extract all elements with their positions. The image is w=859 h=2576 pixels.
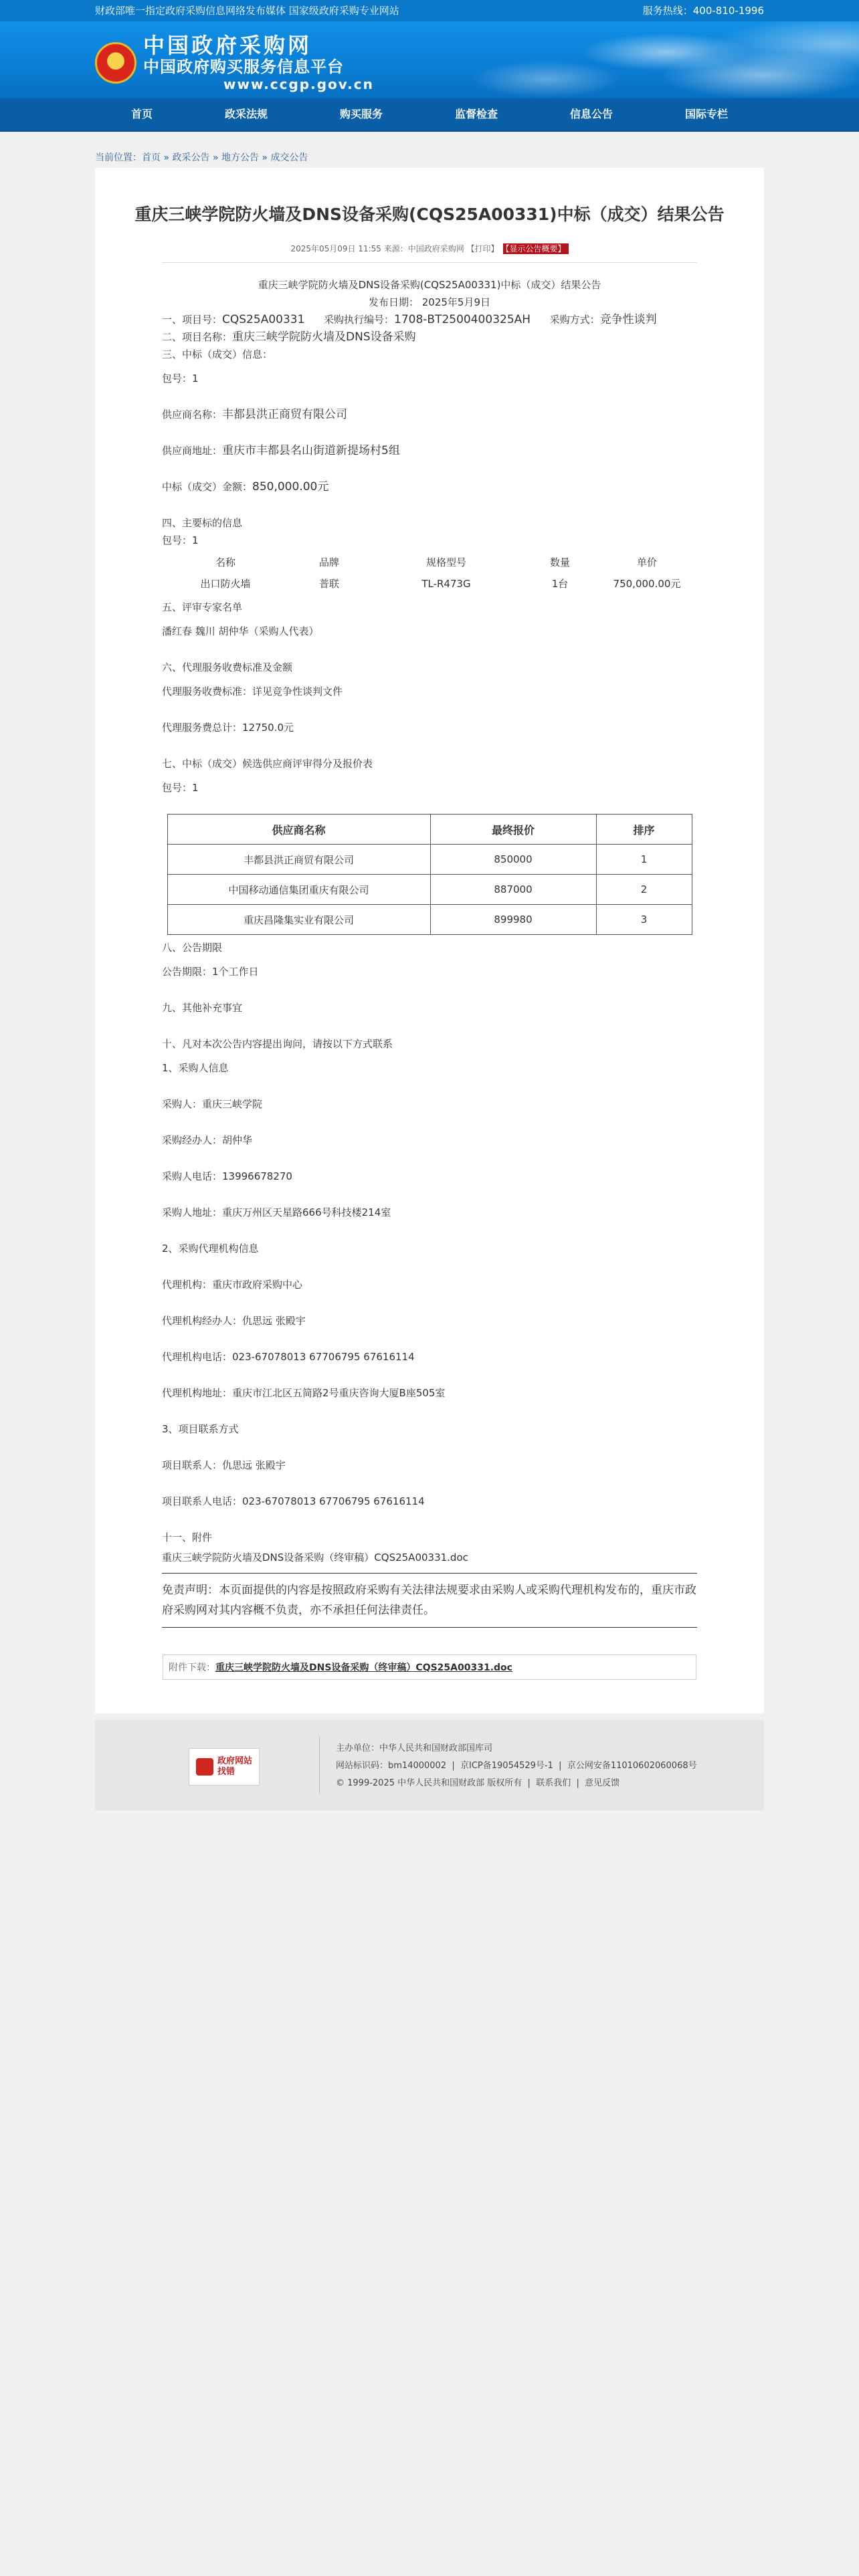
- attachment-download-label: 附件下载：: [169, 1662, 215, 1673]
- exec-no-label: 采购执行编号：: [324, 314, 395, 326]
- contact-purchaser-heading: 1、采购人信息: [162, 1062, 229, 1074]
- purchaser: 采购人：重庆三峡学院: [162, 1098, 263, 1110]
- package-no: 包号：1: [162, 782, 199, 794]
- nav-international[interactable]: 国际专栏: [684, 108, 728, 120]
- nav-supervision[interactable]: 监督检查: [454, 108, 498, 120]
- contact-us-link[interactable]: 联系我们: [536, 1778, 571, 1788]
- breadcrumb-separator: »: [163, 152, 170, 163]
- supplier-address: 重庆市丰都县名山街道新提场村5组: [222, 444, 400, 457]
- site-logo[interactable]: [95, 33, 374, 92]
- attachment-download: [163, 1654, 696, 1680]
- publish-date: 发布日期： 2025年5月9日: [368, 296, 491, 308]
- gov-seal-icon: [196, 1758, 213, 1776]
- bid-col-unit-price: 单价: [636, 556, 657, 568]
- publish-meta: 2025年05月09日 11:55 来源：中国政府采购网 【打印】: [290, 244, 499, 253]
- logo-url: www.ccgp.gov.cn: [223, 76, 374, 92]
- site-banner: [0, 21, 859, 98]
- attachment-download-link[interactable]: 重庆三峡学院防火墙及DNS设备采购（终审稿）CQS25A00331.doc: [215, 1662, 512, 1673]
- procurement-method-label: 采购方式：: [549, 314, 600, 326]
- bid-item-table: [162, 552, 697, 595]
- agency-agent: 代理机构经办人：仇思远 张殿宇: [162, 1315, 306, 1327]
- cand-price: 850000: [430, 845, 596, 875]
- nav-regulations[interactable]: 政采法规: [224, 108, 268, 120]
- bid-col-name: 名称: [215, 556, 235, 568]
- content-heading: 重庆三峡学院防火墙及DNS设备采购(CQS25A00331)中标（成交）结果公告: [258, 279, 601, 291]
- bid-cell-unit-price: 750,000.00元: [613, 578, 681, 590]
- section-5-heading: 五、评审专家名单: [162, 601, 243, 613]
- cand-price: 899980: [430, 905, 596, 935]
- badge-line1: 政府网站: [217, 1756, 252, 1766]
- cand-supplier: 丰都县洪正商贸有限公司: [167, 845, 430, 875]
- breadcrumb-separator: »: [212, 152, 219, 163]
- footer-registration: 网站标识码：bm14000002 | 京ICP备19054529号-1 | 京公网安备11010602060068号: [336, 1761, 697, 1771]
- cand-price: 887000: [430, 875, 596, 905]
- award-amount: 850,000.00元: [252, 480, 329, 494]
- section-4-heading: 四、主要标的信息: [162, 517, 243, 529]
- footer-info: [336, 1740, 697, 1792]
- site-footer: [95, 1720, 764, 1810]
- project-no-label: 一、项目号：: [162, 314, 223, 326]
- fee-standard: 代理服务收费标准：详见竞争性谈判文件: [162, 685, 343, 697]
- section-6-heading: 六、代理服务收费标准及金额: [162, 661, 293, 673]
- nav-purchase-services[interactable]: 购买服务: [339, 108, 383, 120]
- project-line: [162, 311, 697, 328]
- feedback-link[interactable]: 意见反馈: [585, 1778, 620, 1788]
- logo-subtitle: 中国政府购买服务信息平台: [143, 58, 344, 76]
- fee-total: 代理服务费总计：12750.0元: [162, 722, 294, 734]
- section-3-heading: 三、中标（成交）信息：: [162, 348, 273, 360]
- nav-home[interactable]: 首页: [130, 108, 153, 120]
- disclaimer: 免责声明：本页面提供的内容是按照政府采购有关法律法规要求由采购人或采购代理机构发布的，重庆市政府采购网对其内容概不负责，亦不承担任何法律责任。: [162, 1573, 697, 1628]
- service-hotline: 服务热线：400-810-1996: [642, 5, 764, 17]
- agency-address: 代理机构地址：重庆市江北区五简路2号重庆咨询大厦B座505室: [162, 1387, 446, 1399]
- supplier-address-line: [162, 442, 697, 459]
- main-nav: [0, 98, 859, 132]
- package-no: 包号：1: [162, 534, 199, 546]
- award-amount-label: 中标（成交）金额：: [162, 481, 253, 493]
- section-11-heading: 十一、附件: [162, 1531, 213, 1543]
- article-meta: [162, 243, 697, 263]
- candidate-table-header: [167, 815, 692, 845]
- cand-rank: 2: [596, 875, 692, 905]
- copyright: © 1999-2025 中华人民共和国财政部 版权所有: [336, 1778, 522, 1788]
- bid-col-model: 规格型号: [425, 556, 466, 568]
- supplier-name-line: [162, 406, 697, 423]
- breadcrumb-separator: »: [262, 152, 268, 163]
- cand-supplier: 重庆昌隆集实业有限公司: [167, 905, 430, 935]
- top-bar-slogan: 财政部唯一指定政府采购信息网络发布媒体 国家级政府采购专业网站: [95, 5, 399, 17]
- breadcrumb-local-announcements[interactable]: 地方公告: [221, 152, 259, 163]
- cand-col-rank: 排序: [596, 815, 692, 845]
- article-container: [95, 168, 764, 1713]
- footer-copyright-line: © 1999-2025 中华人民共和国财政部 版权所有 | 联系我们 | 意见反馈: [336, 1778, 620, 1788]
- purchaser-address: 采购人地址：重庆万州区天星路666号科技楼214室: [162, 1206, 391, 1218]
- agency: 代理机构：重庆市政府采购中心: [162, 1279, 303, 1291]
- bid-item-header: [162, 552, 697, 573]
- project-no: CQS25A00331: [222, 313, 305, 326]
- expert-list: 潘红春 魏川 胡仲华（采购人代表）: [162, 625, 319, 637]
- bid-item-row: [162, 573, 697, 595]
- project-name-line: [162, 328, 697, 346]
- breadcrumb: [95, 148, 764, 168]
- supplier-address-label: 供应商地址：: [162, 445, 223, 457]
- gov-site-error-report-badge[interactable]: [189, 1748, 260, 1786]
- cand-rank: 3: [596, 905, 692, 935]
- nav-announcements[interactable]: 信息公告: [569, 108, 613, 120]
- supplier-name-label: 供应商名称：: [162, 409, 223, 421]
- exec-no: 1708-BT2500400325AH: [394, 313, 531, 326]
- icp-link[interactable]: 京ICP备19054529号-1: [460, 1761, 553, 1771]
- project-contact-phone: 项目联系人电话：023-67078013 67706795 67616114: [162, 1495, 425, 1507]
- breadcrumb-announcements[interactable]: 政采公告: [172, 152, 210, 163]
- contact-project-heading: 3、项目联系方式: [162, 1423, 239, 1435]
- cand-supplier: 中国移动通信集团重庆有限公司: [167, 875, 430, 905]
- procurement-method: 竞争性谈判: [599, 313, 657, 326]
- contact-agency-heading: 2、采购代理机构信息: [162, 1243, 259, 1255]
- national-emblem-icon: [95, 42, 136, 84]
- table-row: [167, 905, 692, 935]
- police-record-link[interactable]: 京公网安备11010602060068号: [567, 1761, 697, 1771]
- bid-cell-brand: 普联: [318, 578, 339, 590]
- bid-col-brand: 品牌: [318, 556, 339, 568]
- section-8-heading: 八、公告期限: [162, 942, 223, 954]
- award-amount-line: [162, 478, 697, 496]
- table-row: [167, 875, 692, 905]
- package-no: 包号：1: [162, 372, 199, 385]
- purchaser-agent: 采购经办人：胡仲华: [162, 1134, 253, 1146]
- top-bar: [0, 0, 859, 21]
- project-name-label: 二、项目名称：: [162, 331, 233, 343]
- bid-cell-model: TL-R473G: [421, 578, 471, 590]
- badge-line2: 找错: [217, 1767, 235, 1777]
- section-9-heading: 九、其他补充事宜: [162, 1002, 243, 1014]
- table-row: [167, 845, 692, 875]
- candidate-table: [167, 814, 692, 935]
- bid-col-quantity: 数量: [549, 556, 570, 568]
- logo-title: 中国政府采购网: [143, 33, 312, 58]
- agency-phone: 代理机构电话：023-67078013 67706795 67616114: [162, 1351, 415, 1363]
- footer-divider: [319, 1737, 320, 1794]
- cand-col-supplier: 供应商名称: [167, 815, 430, 845]
- project-contact: 项目联系人：仇思远 张殿宇: [162, 1459, 286, 1471]
- article-content: [162, 276, 697, 1628]
- attachment-filename: 重庆三峡学院防火墙及DNS设备采购（终审稿）CQS25A00331.doc: [162, 1551, 468, 1564]
- cand-col-price: 最终报价: [430, 815, 596, 845]
- page-title: 重庆三峡学院防火墙及DNS设备采购(CQS25A00331)中标（成交）结果公告: [134, 205, 725, 224]
- bid-cell-quantity: 1台: [551, 578, 569, 590]
- supplier-name: 丰都县洪正商贸有限公司: [222, 408, 348, 421]
- section-10-heading: 十、凡对本次公告内容提出询问，请按以下方式联系: [162, 1038, 393, 1050]
- cand-rank: 1: [596, 845, 692, 875]
- site-id: 网站标识码：bm14000002: [336, 1761, 447, 1771]
- bid-cell-name: 出口防火墙: [200, 578, 251, 590]
- breadcrumb-home[interactable]: 首页: [142, 152, 161, 163]
- show-summary-button[interactable]: 【显示公告概要】: [503, 243, 569, 254]
- purchaser-phone: 采购人电话：13996678270: [162, 1170, 292, 1182]
- project-name: 重庆三峡学院防火墙及DNS设备采购: [232, 330, 416, 344]
- announcement-period: 公告期限：1个工作日: [162, 966, 259, 978]
- breadcrumb-prefix: 当前位置：: [95, 152, 142, 163]
- breadcrumb-deal-announcements[interactable]: 成交公告: [270, 152, 308, 163]
- footer-sponsor: 主办单位：中华人民共和国财政部国库司: [336, 1743, 493, 1753]
- section-7-heading: 七、中标（成交）候选供应商评审得分及报价表: [162, 758, 373, 770]
